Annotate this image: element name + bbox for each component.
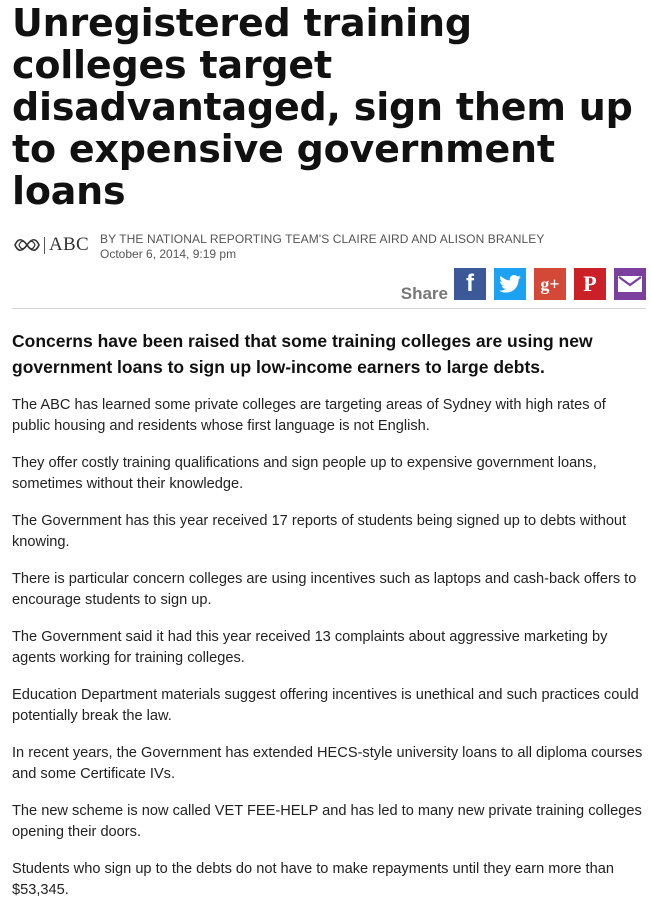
abc-logo[interactable] — [14, 234, 89, 256]
body-paragraph: The ABC has learned some private colleges are targeting areas of Sydney with high rates of public housing and residents whose first language is not English. — [12, 397, 606, 434]
article-body — [12, 395, 646, 901]
twitter-bird-icon — [499, 275, 521, 293]
body-paragraph: They offer costly training qualifications and sign people up to expensive government loans, sometimes without their knowledge. — [12, 455, 597, 492]
headline: Unregistered training colleges target disadvantaged, sign them up to expensive government loans — [12, 1, 633, 213]
body-paragraph: Education Department materials suggest offering incentives is unethical and such practices could potentially break the law. — [12, 687, 639, 724]
article-lede: Concerns have been raised that some training colleges are using new government loans to sign up low-income earners to large debts. — [12, 331, 593, 377]
logo-divider — [44, 237, 45, 254]
abc-logo-text: ABC — [49, 234, 89, 255]
body-paragraph: Students who sign up to the debts do not have to make repayments until they earn more than $53,345. — [12, 861, 614, 898]
body-paragraph: There is particular concern colleges are using incentives such as laptops and cash-back offers to encourage students to sign up. — [12, 571, 637, 608]
publish-date: October 6, 2014, 9:19 pm — [100, 247, 237, 261]
email-icon[interactable] — [614, 268, 646, 300]
share-bar — [12, 268, 646, 309]
abc-lissajous-icon — [14, 238, 40, 252]
share-label: Share — [400, 284, 448, 303]
author-line: BY THE NATIONAL REPORTING TEAM'S CLAIRE AIRD AND ALISON BRANLEY — [100, 232, 545, 246]
twitter-icon[interactable] — [494, 268, 526, 300]
facebook-icon[interactable]: f — [454, 268, 486, 300]
article — [12, 0, 646, 901]
google-plus-icon[interactable]: g+ — [534, 268, 566, 300]
pinterest-icon[interactable]: P — [574, 268, 606, 300]
byline-text — [100, 232, 545, 261]
body-paragraph: In recent years, the Government has extended HECS-style university loans to all diploma courses and some Certificate IVs. — [12, 745, 643, 782]
share-icons — [454, 268, 646, 300]
body-paragraph: The Government has this year received 17 reports of students being signed up to debts without knowing. — [12, 513, 627, 550]
envelope-icon — [618, 276, 642, 292]
body-paragraph: The new scheme is now called VET FEE-HELP and has led to many new private training colleges opening their doors. — [12, 803, 642, 840]
body-paragraph: The Government said it had this year received 13 complaints about aggressive marketing by agents working for training colleges. — [12, 629, 608, 666]
